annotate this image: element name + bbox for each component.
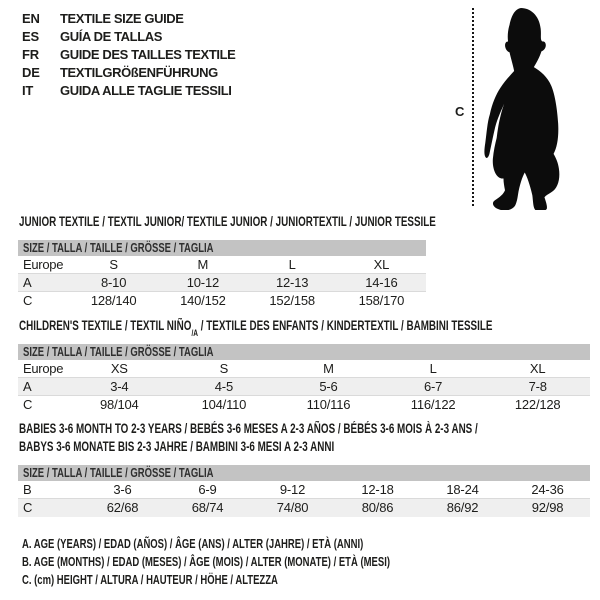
height-cell: 110/116: [306, 397, 351, 412]
height-cell: 62/68: [106, 500, 139, 515]
size-cell: S: [219, 361, 229, 376]
children-section-title: CHILDREN'S TEXTILE / TEXTIL $NIÑO_{/A}$ / TEXTILE DES ENFANTS / KINDERTEXTIL / BAMBINI TESSILE: [19, 318, 493, 338]
row-label-cell: B: [23, 482, 32, 497]
height-cell: 68/74: [191, 500, 224, 515]
height-cell: 116/122: [410, 397, 456, 412]
footnote-height-cm: C. (cm) HEIGHT / ALTURA / HAUTEUR / HÖHE / ALTEZZA: [22, 572, 278, 587]
height-cell: 158/170: [358, 293, 405, 308]
table-row-age: [18, 274, 426, 292]
table-row-height: [18, 292, 426, 310]
size-header-bar: SIZE / TALLA / TAILLE / GRÖSSE / TAGLIA: [18, 465, 590, 481]
height-cell: 122/128: [514, 397, 561, 412]
month-cell: 24-36: [531, 482, 564, 497]
age-cell: 4-5: [214, 379, 233, 394]
language-list: [22, 10, 235, 100]
language-label: TEXTILE SIZE GUIDE: [60, 11, 184, 26]
row-label-cell: C: [23, 293, 33, 308]
language-row-en: [22, 10, 235, 28]
month-cell: 6-9: [198, 482, 217, 497]
language-code: EN: [22, 11, 40, 26]
table-row-europe: [18, 360, 590, 378]
language-label: GUIDA ALLE TAGLIE TESSILI: [60, 83, 232, 98]
row-label-cell: Europe: [23, 361, 64, 376]
size-cell: M: [323, 361, 334, 376]
age-cell: 8-10: [101, 275, 127, 290]
language-row-es: [22, 28, 235, 46]
footnote-age-months: B. AGE (MONTHS) / EDAD (MESES) / ÂGE (MOIS) / ALTER (MONATE) / ETÀ (MESI): [22, 554, 390, 569]
table-row-height: [18, 396, 590, 414]
month-cell: 3-6: [113, 482, 132, 497]
size-cell: XL: [529, 361, 546, 376]
height-cell: 128/140: [90, 293, 137, 308]
month-cell: 9-12: [279, 482, 306, 497]
language-code: ES: [22, 29, 39, 44]
height-cell: 152/158: [269, 293, 315, 308]
language-label: GUÍA DE TALLAS: [60, 29, 163, 44]
size-cell: XL: [373, 257, 390, 272]
size-cell: S: [109, 257, 118, 272]
age-cell: 12-13: [276, 275, 309, 290]
language-label: GUIDE DES TAILLES TEXTILE: [60, 47, 236, 62]
table-row-height: [18, 499, 590, 517]
height-cell: 140/152: [180, 293, 226, 308]
age-cell: 10-12: [186, 275, 219, 290]
month-cell: 12-18: [361, 482, 394, 497]
age-cell: 7-8: [528, 379, 547, 394]
junior-size-table: [18, 240, 426, 310]
row-label-cell: A: [23, 379, 32, 394]
language-row-de: [22, 64, 235, 82]
height-measure-label: C: [455, 104, 465, 119]
table-row-months: [18, 481, 590, 499]
language-row-it: [22, 82, 235, 100]
month-cell: 18-24: [446, 482, 479, 497]
height-cell: 80/86: [361, 500, 394, 515]
language-code: FR: [22, 47, 39, 62]
language-label: TEXTILGRÖßENFÜHRUNG: [60, 65, 218, 80]
age-cell: 6-7: [423, 379, 443, 394]
footnote-age-years: A. AGE (YEARS) / EDAD (AÑOS) / ÂGE (ANS) / ALTER (JAHRE) / ETÀ (ANNI): [22, 536, 364, 551]
height-cell: 74/80: [276, 500, 309, 515]
language-row-fr: [22, 46, 235, 64]
language-code: IT: [22, 83, 34, 98]
row-label-cell: Europe: [23, 257, 64, 272]
table-row-age: [18, 378, 590, 396]
height-cell: 98/104: [100, 397, 139, 412]
size-cell: L: [429, 361, 437, 376]
legend-footnotes: [22, 535, 526, 589]
children-size-table: [18, 344, 590, 414]
language-code: DE: [22, 65, 40, 80]
height-cell: 104/110: [201, 397, 247, 412]
babies-section-title-line2: BABYS 3-6 MONATE BIS 2-3 JAHRE / BAMBINI 3-6 MESI A 2-3 ANNI: [19, 439, 335, 454]
babies-size-table: [18, 465, 590, 517]
age-cell: 14-16: [365, 275, 398, 290]
size-header-bar: SIZE / TALLA / TAILLE / GRÖSSE / TAGLIA: [18, 344, 590, 360]
height-cell: 92/98: [531, 500, 564, 515]
size-header-bar: SIZE / TALLA / TAILLE / GRÖSSE / TAGLIA: [18, 240, 426, 256]
height-cell: 86/92: [446, 500, 479, 515]
height-dotted-line: [472, 8, 474, 206]
row-label-cell: C: [23, 500, 33, 515]
size-cell: M: [197, 257, 209, 272]
age-cell: 5-6: [319, 379, 338, 394]
babies-section-title-line1: BABIES 3-6 MONTH TO 2-3 YEARS / BEBÉS 3-6 MESES A 2-3 AÑOS / BÉBÉS 3-6 MOIS À 2-3 ANS /: [19, 421, 478, 436]
size-cell: L: [288, 257, 296, 272]
table-row-europe: [18, 256, 426, 274]
row-label-cell: A: [23, 275, 32, 290]
junior-section-title: JUNIOR TEXTILE / TEXTIL JUNIOR/ TEXTILE JUNIOR / JUNIORTEXTIL / JUNIOR TESSILE: [19, 214, 436, 229]
size-cell: XS: [110, 361, 128, 376]
row-label-cell: C: [23, 397, 33, 412]
nino-a-subscript: /A: [191, 327, 199, 338]
age-cell: 3-4: [110, 379, 129, 394]
baby-silhouette-icon: [483, 6, 568, 210]
